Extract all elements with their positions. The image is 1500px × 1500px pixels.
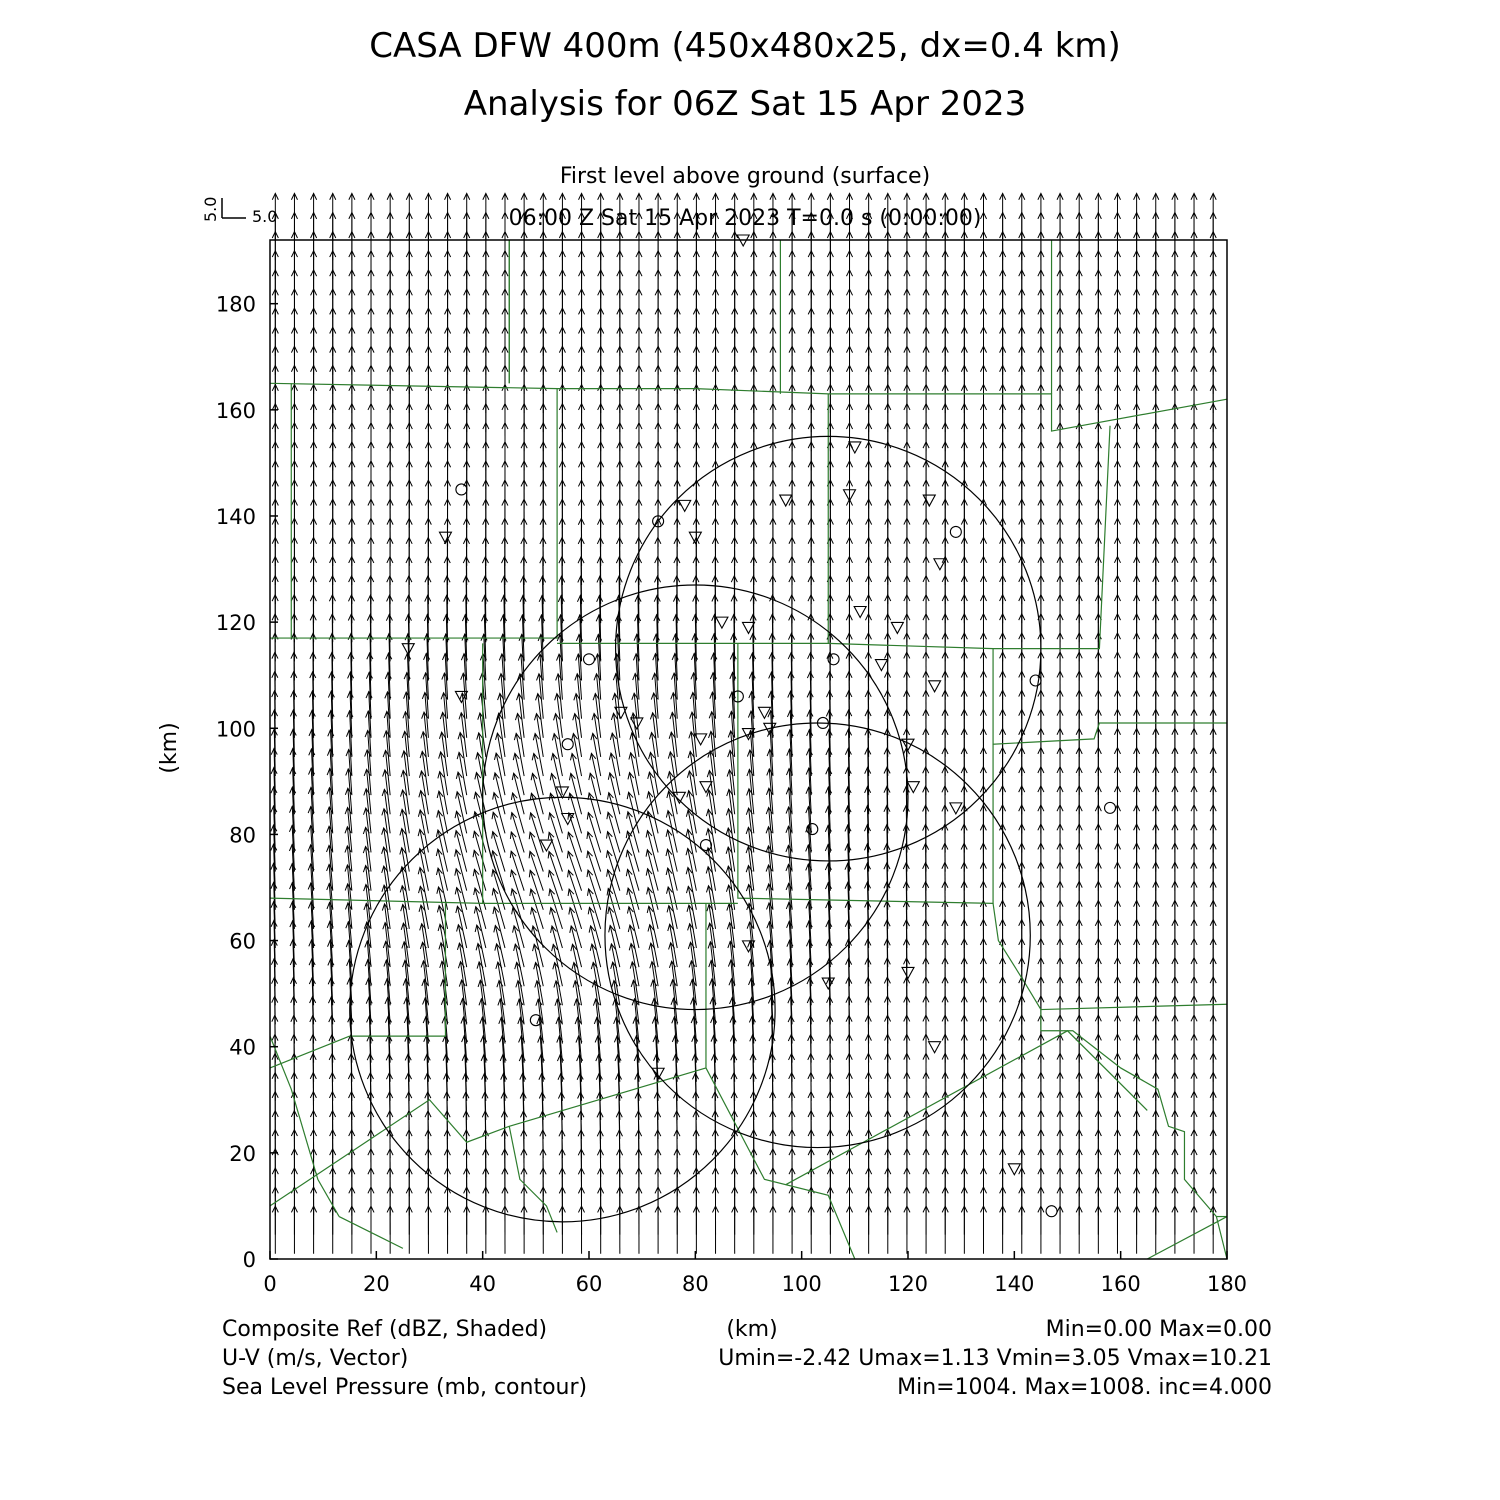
wind-vector [474,831,486,871]
wind-vector [588,851,601,890]
wind-vectors [271,193,1216,1253]
reference-vector [201,197,277,226]
wind-vector [531,813,544,853]
wind-vector [576,694,582,738]
wind-vector [568,832,581,871]
wind-vector [460,733,467,776]
wind-vector [609,793,620,834]
wind-vector [456,811,466,852]
wind-vector [550,813,563,853]
wind-vector [511,851,524,890]
wind-vector [457,792,467,834]
wind-vector [532,773,543,814]
wind-vector [459,752,467,795]
wind-vector [493,851,505,891]
wind-vector [593,733,601,776]
wind-vector [550,793,562,833]
wind-vector [511,832,524,872]
wind-vector [588,832,601,872]
chart-subtitle: Analysis for 06Z Sat 15 Apr 2023 [463,84,1027,124]
wind-vector [575,714,582,757]
wind-vector [514,773,524,814]
wind-vector [515,753,524,795]
wind-vector [628,812,639,853]
wind-vector [494,793,505,834]
wind-vector [649,772,658,814]
wind-vector [493,812,505,852]
wind-vector [497,733,505,776]
wind-vector [534,753,544,795]
wind-vector [608,812,620,852]
wind-vector [512,813,524,853]
wind-vector [631,753,639,795]
wind-vector [513,793,525,833]
wind-vector [612,733,620,776]
wind-vector [573,734,581,776]
wind-vector [516,733,524,776]
wind-vector [530,851,543,890]
wind-vector [536,714,543,757]
wind-vector [554,734,562,776]
wind-vector [649,792,659,834]
wind-vector [728,828,734,872]
wind-vector [557,694,563,738]
wind-vector [458,772,467,814]
wind-vector [496,753,505,795]
wind-vector [652,733,659,776]
wind-vector [568,851,581,890]
wind-vector [518,713,525,756]
wind-vector [478,753,486,795]
wind-vector [556,714,563,757]
wind-vector [607,851,619,891]
level-label: First level above ground (surface) [559,164,931,189]
wind-vector [538,694,544,738]
wind-vector [610,773,620,814]
wind-vector [571,773,582,814]
reference-v-label: 5.0 [201,196,220,222]
reference-u-label: 5.0 [252,207,278,226]
wind-vector [611,753,620,795]
wind-vector [572,753,582,795]
wind-vector [594,713,601,756]
wind-vector [708,848,716,891]
wind-vector [614,713,620,757]
wind-vector [499,713,505,757]
wind-vector [549,832,562,871]
wind-vector [384,828,390,872]
wind-vector [530,832,543,871]
wind-vector [608,832,620,872]
wind-vector [476,773,485,815]
wind-vector [590,773,600,814]
wind-vector [629,792,639,833]
wind-vector [535,734,543,776]
wind-vector [591,753,600,795]
wind-vector [440,772,448,815]
wind-vector [549,851,562,890]
time-label: 06:00 Z Sat 15 Apr 2023 T=0.0 s (0:00:00) [508,206,982,231]
chart-title: CASA DFW 400m (450x480x25, dx=0.4 km) [369,26,1121,66]
wind-vector [588,813,600,853]
